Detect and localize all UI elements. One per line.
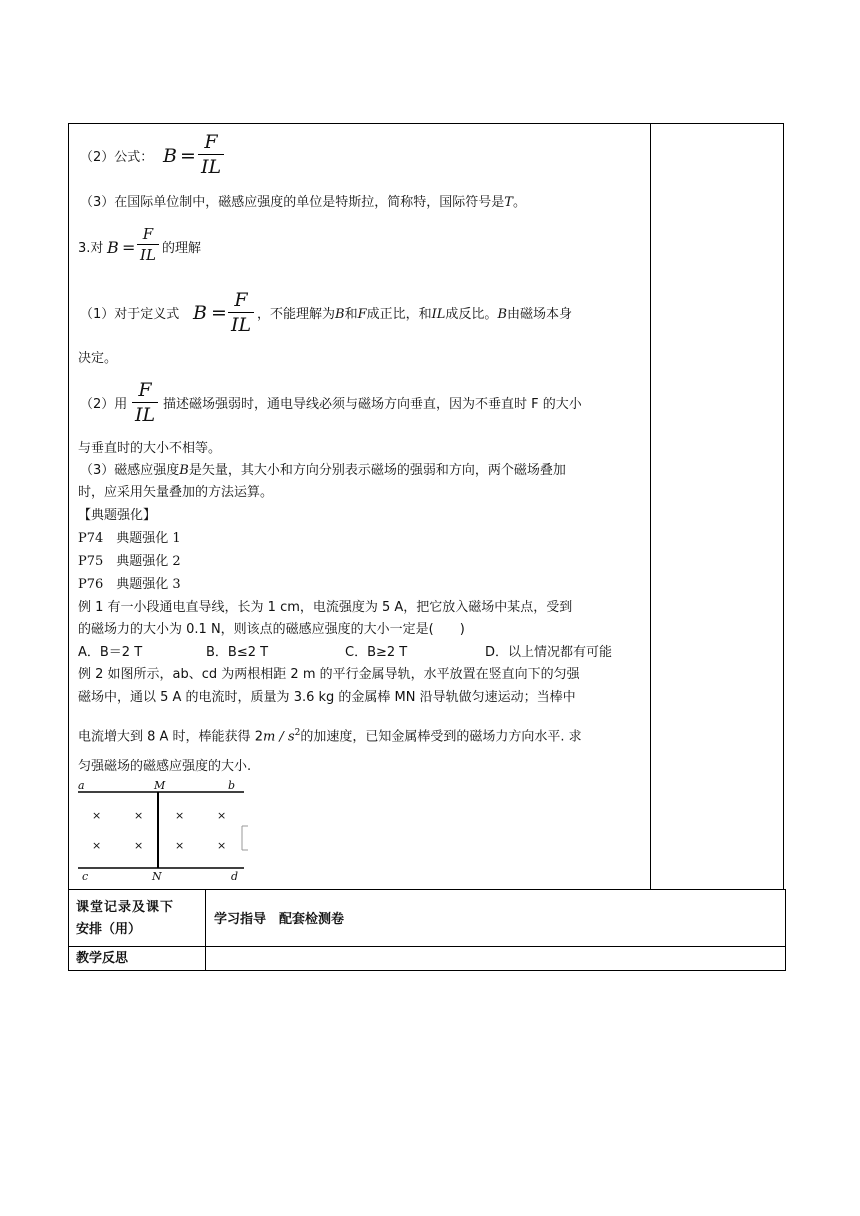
p1-numerator: F: [234, 289, 248, 311]
formula-denominator: IL: [200, 156, 222, 178]
formula-equals: =: [180, 145, 196, 167]
formula-B: B: [163, 145, 177, 167]
table-left-border: [68, 123, 69, 971]
p1-prefix: （1）对于定义式: [80, 307, 180, 322]
p2-denominator: IL: [134, 404, 156, 426]
ex2-line2: 磁场中，通以 5 A 的电流时，质量为 3.6 kg 的金属棒 MN 沿导轨做匀速运动；当棒中: [78, 690, 576, 705]
sec3-formula-equals: =: [122, 238, 136, 257]
ex2-line4: 匀强磁场的磁感应强度的大小.: [78, 759, 252, 774]
field-cross: ×: [134, 809, 144, 822]
p2-numerator: F: [138, 379, 152, 401]
label-a: a: [78, 779, 85, 792]
p1-text: ，不能理解为B和F成正比，和IL成反比。B由磁场本身: [257, 307, 573, 322]
table-top-border: [68, 123, 784, 124]
ref-3: P76 典题强化 3: [78, 577, 181, 592]
formula-numerator: F: [204, 131, 218, 153]
sec3-numerator: F: [142, 225, 154, 243]
label-N: N: [152, 870, 162, 883]
table-row-divider-1: [68, 889, 786, 890]
sec3-formula-B: B: [107, 238, 119, 257]
p3-line2: 时，应采用矢量叠加的方法运算。: [78, 485, 274, 500]
ref-2: P75 典题强化 2: [78, 554, 181, 569]
field-cross: ×: [92, 839, 102, 852]
table-col-divider-lower: [205, 889, 206, 971]
ex1-line2: 的磁场力的大小为 0.1 N，则该点的磁感应强度的大小一定是( ): [78, 622, 465, 637]
record-value: 学习指导 配套检测卷: [214, 912, 345, 927]
p2-formula-fraction: [132, 378, 158, 427]
ex2-line1: 例 2 如图所示，ab、cd 为两根相距 2 m 的平行金属导轨，水平放置在竖直向下的匀强: [78, 667, 580, 682]
option-d: D．以上情况都有可能: [485, 645, 613, 660]
ref-1: P74 典题强化 1: [78, 531, 181, 546]
p1-formula-fraction: [228, 288, 254, 337]
record-label-line2: 安排（用）: [76, 922, 142, 937]
label-c: c: [82, 870, 89, 883]
item3-text: （3）在国际单位制中，磁感应强度的单位是特斯拉，简称特，国际符号是T。: [80, 195, 526, 210]
reflection-label: 教学反思: [76, 951, 129, 966]
ex2-line3: 电流增大到 8 A 时，棒能获得 $2m / s^2$的加速度，已知金属棒受到的磁场力方向水平. 求: [78, 728, 582, 745]
formula-fraction: [198, 130, 224, 179]
section-heading: 【典题强化】: [78, 508, 157, 523]
item2-label: （2）公式：: [80, 150, 154, 165]
field-cross: ×: [92, 809, 102, 822]
table-right-border-upper: [783, 123, 784, 889]
section3-prefix: 3.对: [78, 241, 104, 256]
p2-line2: 与垂直时的大小不相等。: [78, 441, 222, 456]
p1-formula-equals: =: [211, 302, 227, 324]
table-inner-divider: [650, 123, 651, 889]
rail-diagram-svg: [76, 782, 256, 886]
p1-denominator: IL: [230, 314, 252, 336]
section3-suffix: 的理解: [162, 241, 202, 256]
p1-formula-B: B: [193, 302, 207, 324]
label-d: d: [231, 870, 239, 883]
p2-text: 描述磁场强弱时，通电导线必须与磁场方向垂直，因为不垂直时 F 的大小: [163, 397, 582, 412]
table-row-divider-2: [68, 946, 786, 947]
table-bottom-border: [68, 970, 786, 971]
field-cross: ×: [217, 809, 227, 822]
ex1-line1: 例 1 有一小段通电直导线，长为 1 cm，电流强度为 5 A，把它放入磁场中某点，受到: [78, 600, 573, 615]
p2-prefix: （2）用: [80, 397, 128, 412]
p3-text: （3）磁感应强度B是矢量，其大小和方向分别表示磁场的强弱和方向，两个磁场叠加: [80, 463, 566, 478]
label-b: b: [228, 779, 236, 792]
field-cross: ×: [175, 809, 185, 822]
field-cross: ×: [134, 839, 144, 852]
label-M: M: [154, 779, 166, 792]
field-cross: ×: [175, 839, 185, 852]
option-c: C．B≥2 T: [345, 645, 408, 660]
field-cross: ×: [217, 839, 227, 852]
option-a: A．B＝2 T: [78, 645, 143, 660]
sec3-formula-fraction: [137, 224, 159, 265]
p1-line2: 决定。: [78, 351, 118, 366]
record-label-line1: 课堂记录及课下: [76, 900, 175, 915]
rail-diagram: [76, 779, 256, 886]
sec3-denominator: IL: [140, 246, 156, 264]
option-b: B．B≤2 T: [206, 645, 269, 660]
table-right-border-lower: [785, 889, 786, 971]
